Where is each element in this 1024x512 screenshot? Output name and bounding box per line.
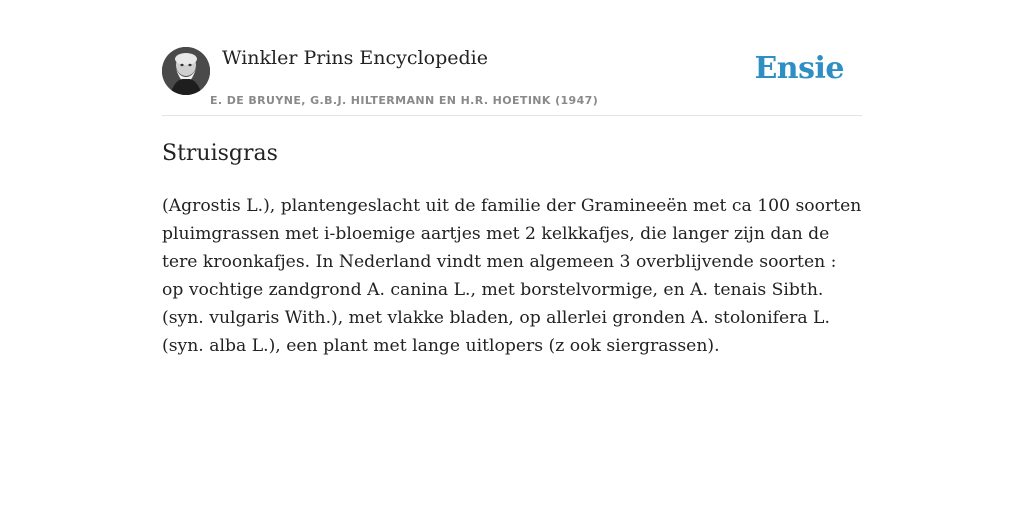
portrait-icon — [162, 47, 210, 95]
encyclopedia-title[interactable]: Winkler Prins Encyclopedie — [222, 47, 488, 69]
author-avatar[interactable] — [162, 47, 210, 95]
authors-line: E. DE BRUYNE, G.B.J. HILTERMANN EN H.R. HOETINK (1947) — [210, 94, 599, 107]
entry-body: (Agrostis L.), plantengeslacht uit de familie der Gramineeën met ca 100 soorten pluimgrassen met i-bloemige aartjes met 2 kelkkafjes, die langer zijn dan de tere kroonkafjes. In Nederland vindt men algemeen 3 overblijvende soorten : op vochtige zandgrond A. canina L., met borstelvormige, en A. tenais Sibth. (syn. vulgaris With.), met vlakke bladen, op allerlei gronden A. stolonifera L. (syn. alba L.), een plant met lange uitlopers (z ook siergrassen). — [162, 196, 862, 356]
source-header — [162, 0, 862, 116]
ensie-logo-link[interactable]: Ensie — [754, 51, 844, 86]
entry-title: Struisgras — [162, 141, 278, 166]
